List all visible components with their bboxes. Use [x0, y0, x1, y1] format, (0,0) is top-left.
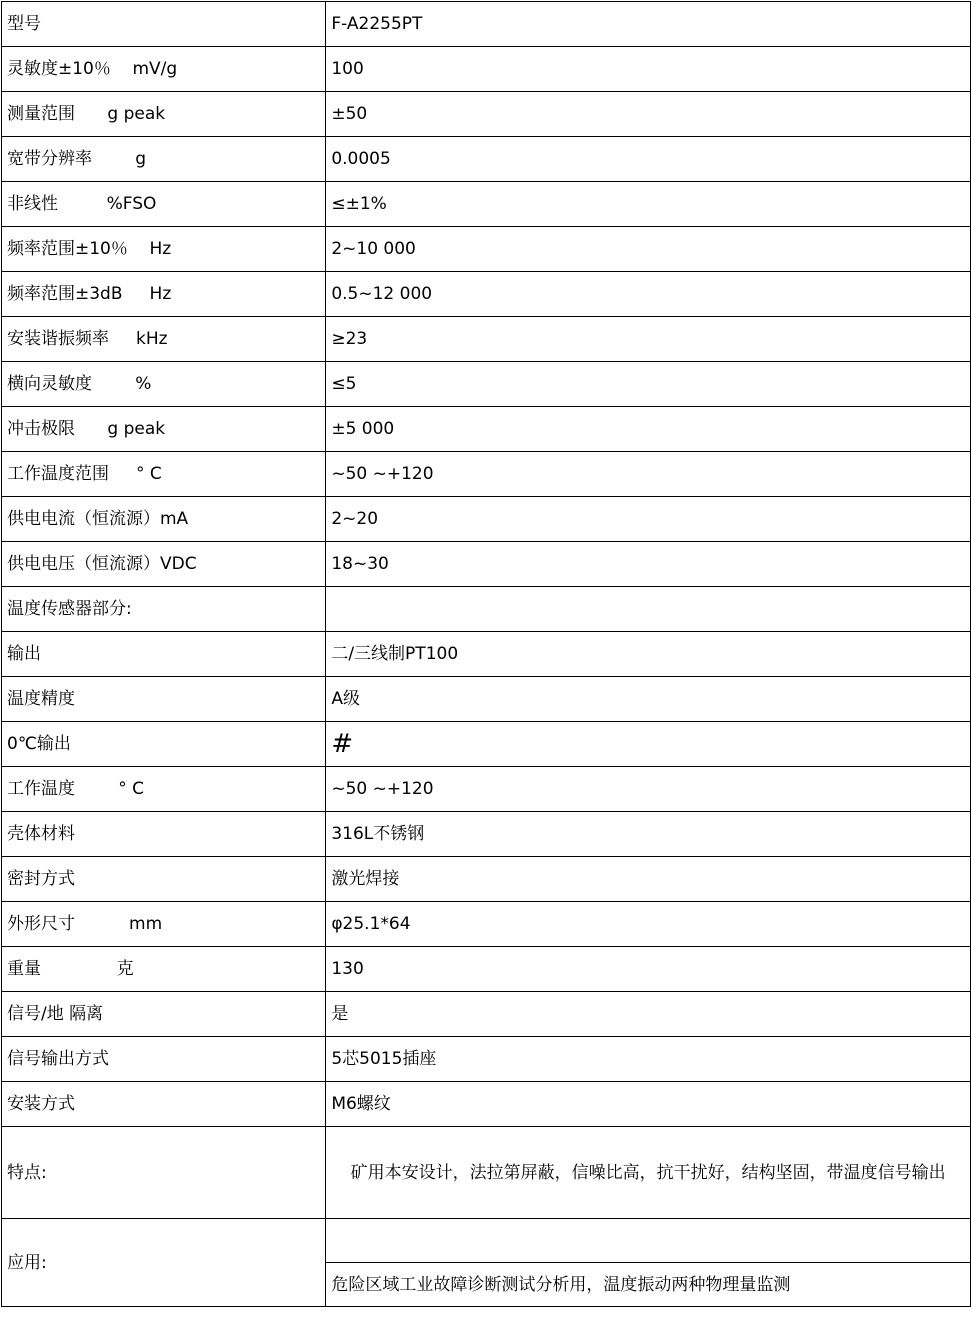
- spec-label: 信号输出方式: [2, 1037, 326, 1082]
- table-row: [2, 47, 971, 92]
- spec-value: 是: [326, 992, 971, 1037]
- spec-value: φ25.1*64: [326, 902, 971, 947]
- spec-label: 温度精度: [2, 677, 326, 722]
- table-row: [2, 452, 971, 497]
- application-label: 应用:: [2, 1219, 326, 1307]
- table-row: [2, 947, 971, 992]
- table-row: [2, 497, 971, 542]
- spec-value: 激光焊接: [326, 857, 971, 902]
- application-row: [2, 1219, 971, 1263]
- spec-value: F-A2255PT: [326, 2, 971, 47]
- spec-label: 频率范围±3dB Hz: [2, 272, 326, 317]
- spec-value: 0.5~12 000: [326, 272, 971, 317]
- table-row: [2, 812, 971, 857]
- spec-label: 安装谐振频率 kHz: [2, 317, 326, 362]
- table-row: [2, 137, 971, 182]
- table-row: [2, 317, 971, 362]
- application-value: 危险区域工业故障诊断测试分析用，温度振动两种物理量监测: [326, 1263, 971, 1307]
- table-row: [2, 857, 971, 902]
- spec-label: 信号/地 隔离: [2, 992, 326, 1037]
- features-label: 特点:: [2, 1127, 326, 1219]
- spec-value: 2~20: [326, 497, 971, 542]
- spec-label: 重量 克: [2, 947, 326, 992]
- spec-value: 二/三线制PT100: [326, 632, 971, 677]
- spec-label: 工作温度 ° C: [2, 767, 326, 812]
- table-row: [2, 992, 971, 1037]
- spec-value: ±50: [326, 92, 971, 137]
- spec-value: A级: [326, 677, 971, 722]
- spec-value: 0.0005: [326, 137, 971, 182]
- spec-value: [326, 587, 971, 632]
- spec-label: 非线性 %FSO: [2, 182, 326, 227]
- application-value-empty: [326, 1219, 971, 1263]
- features-value: 矿用本安设计，法拉第屏蔽，信噪比高，抗干扰好，结构坚固，带温度信号输出: [326, 1127, 971, 1219]
- spec-label: 供电电压（恒流源）VDC: [2, 542, 326, 587]
- table-row: [2, 407, 971, 452]
- spec-label: 安装方式: [2, 1082, 326, 1127]
- spec-value: ~50 ~+120: [326, 452, 971, 497]
- spec-value: ~50 ~+120: [326, 767, 971, 812]
- spec-label: 密封方式: [2, 857, 326, 902]
- table-row: [2, 632, 971, 677]
- spec-value: ≥23: [326, 317, 971, 362]
- spec-table: [1, 1, 971, 1307]
- table-row: [2, 1037, 971, 1082]
- table-row: [2, 587, 971, 632]
- table-row: [2, 362, 971, 407]
- section-heading: 温度传感器部分:: [2, 587, 326, 632]
- spec-label: 横向灵敏度 %: [2, 362, 326, 407]
- spec-label: 外形尺寸 mm: [2, 902, 326, 947]
- table-row: [2, 902, 971, 947]
- spec-label: 型号: [2, 2, 326, 47]
- spec-value: #: [326, 722, 971, 767]
- spec-label: 灵敏度±10％ mV/g: [2, 47, 326, 92]
- table-row: [2, 2, 971, 47]
- spec-value: 2~10 000: [326, 227, 971, 272]
- spec-label: 输出: [2, 632, 326, 677]
- spec-label: 频率范围±10％ Hz: [2, 227, 326, 272]
- spec-value: ≤5: [326, 362, 971, 407]
- table-row: [2, 92, 971, 137]
- table-row: [2, 227, 971, 272]
- spec-value: 130: [326, 947, 971, 992]
- table-row: [2, 272, 971, 317]
- spec-label: 测量范围 g peak: [2, 92, 326, 137]
- spec-value: 5芯5015插座: [326, 1037, 971, 1082]
- table-row: [2, 1082, 971, 1127]
- spec-value: M6螺纹: [326, 1082, 971, 1127]
- table-row: [2, 767, 971, 812]
- table-row: [2, 542, 971, 587]
- spec-value: 100: [326, 47, 971, 92]
- spec-label: 冲击极限 g peak: [2, 407, 326, 452]
- table-row: [2, 677, 971, 722]
- spec-value: ≤±1%: [326, 182, 971, 227]
- spec-value: 316L不锈钢: [326, 812, 971, 857]
- spec-label: 壳体材料: [2, 812, 326, 857]
- spec-label: 工作温度范围 ° C: [2, 452, 326, 497]
- spec-value: ±5 000: [326, 407, 971, 452]
- features-row: [2, 1127, 971, 1219]
- spec-label: 供电电流（恒流源）mA: [2, 497, 326, 542]
- table-row: [2, 182, 971, 227]
- spec-label: 0℃输出: [2, 722, 326, 767]
- table-row: [2, 722, 971, 767]
- spec-value: 18~30: [326, 542, 971, 587]
- spec-label: 宽带分辨率 g: [2, 137, 326, 182]
